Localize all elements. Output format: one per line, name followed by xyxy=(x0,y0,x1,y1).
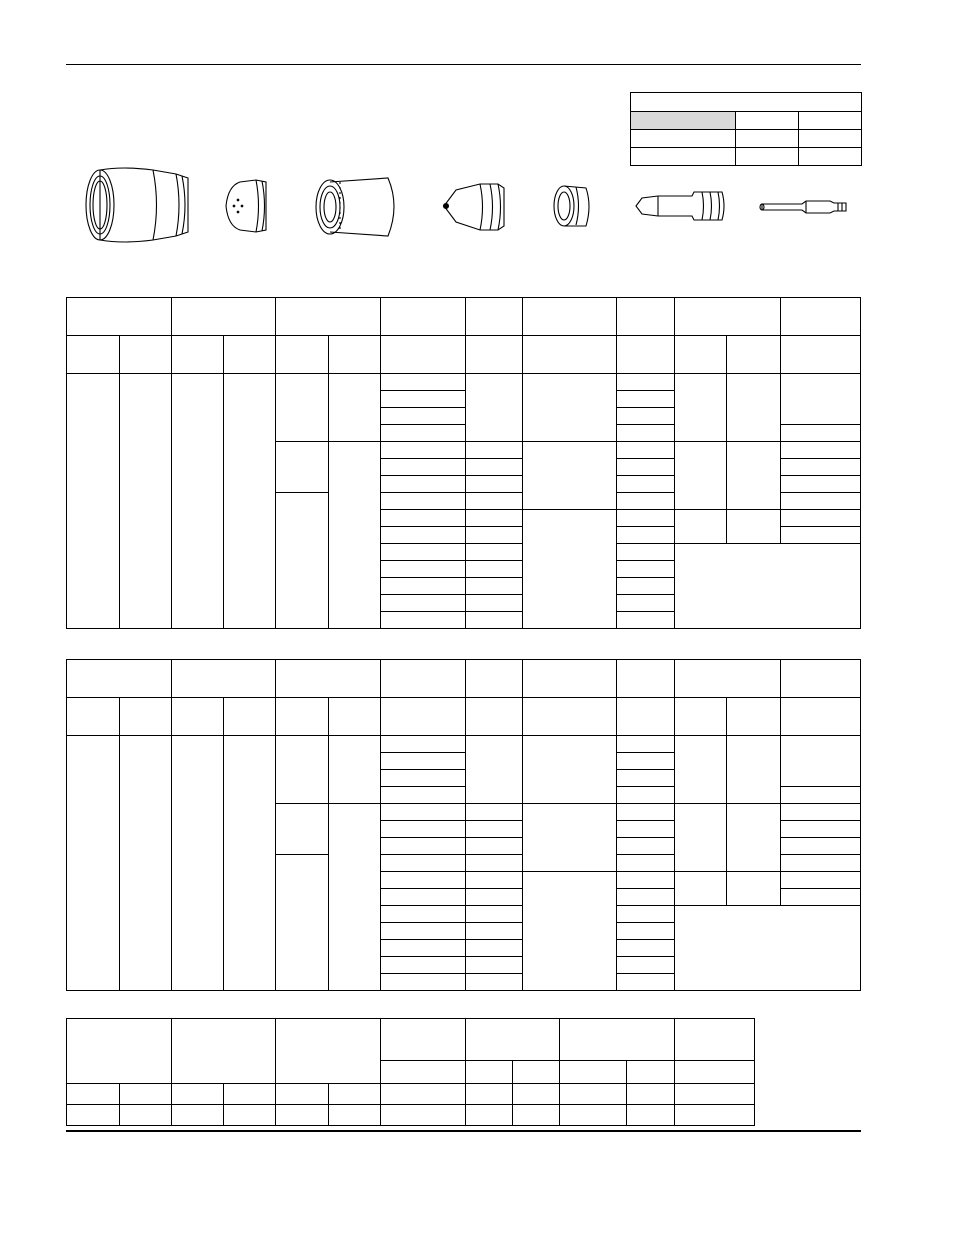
table-cell xyxy=(617,442,675,459)
table-cell xyxy=(781,493,861,510)
table-cell xyxy=(466,923,523,940)
table-cell xyxy=(466,493,523,510)
table-cell xyxy=(466,1084,513,1105)
table-cell xyxy=(617,612,675,629)
table-cell xyxy=(276,1105,329,1126)
table-header-row xyxy=(67,298,861,336)
table-cell xyxy=(727,510,781,544)
table-cell xyxy=(617,425,675,442)
subheader-cell xyxy=(781,698,861,736)
header-cell xyxy=(276,298,381,336)
legend-header-row xyxy=(631,93,862,112)
table-cell xyxy=(120,736,172,991)
table-cell xyxy=(381,1105,466,1126)
table-cell xyxy=(617,957,675,974)
subheader-cell xyxy=(224,698,276,736)
summary-row xyxy=(67,1105,755,1126)
shield-icon xyxy=(86,168,188,242)
table-cell xyxy=(381,974,466,991)
table-cell xyxy=(466,374,523,442)
table-cell xyxy=(675,1105,755,1126)
subheader-cell xyxy=(675,1061,755,1084)
table-cell xyxy=(675,906,861,991)
header-cell xyxy=(67,660,172,698)
table-row xyxy=(67,374,861,391)
header-cell xyxy=(781,660,861,698)
table-cell xyxy=(466,957,523,974)
summary-table xyxy=(66,1018,755,1126)
subheader-cell xyxy=(466,1061,513,1084)
table-cell xyxy=(617,595,675,612)
cut-chart-table-1 xyxy=(66,297,861,629)
table-cell xyxy=(276,374,329,442)
table-cell xyxy=(381,544,466,561)
table-cell xyxy=(381,527,466,544)
subheader-cell xyxy=(120,698,172,736)
table-cell xyxy=(466,872,523,889)
table-cell xyxy=(120,1084,172,1105)
table-cell xyxy=(381,957,466,974)
shield-nozzle-icon xyxy=(226,180,266,232)
water-tube-icon xyxy=(760,201,846,213)
table-cell xyxy=(781,374,861,425)
table-cell xyxy=(224,736,276,991)
table-cell xyxy=(67,736,120,991)
table-cell xyxy=(617,578,675,595)
table-cell xyxy=(523,804,617,872)
table-cell xyxy=(617,787,675,804)
table-cell xyxy=(224,1105,276,1126)
table-cell xyxy=(617,838,675,855)
subheader-cell xyxy=(381,1061,466,1084)
table-cell xyxy=(381,1084,466,1105)
table-cell xyxy=(466,544,523,561)
retaining-cap-icon xyxy=(316,178,394,236)
legend-cell xyxy=(736,130,799,148)
legend-table xyxy=(630,92,862,166)
header-cell xyxy=(560,1019,675,1061)
header-cell xyxy=(67,298,172,336)
table-cell xyxy=(120,1105,172,1126)
table-cell xyxy=(617,804,675,821)
table-cell xyxy=(781,855,861,872)
legend-cell xyxy=(631,93,862,112)
table-cell xyxy=(523,510,617,629)
table-row xyxy=(67,736,861,753)
table-cell xyxy=(466,940,523,957)
subheader-cell xyxy=(727,698,781,736)
table-cell xyxy=(781,889,861,906)
table-cell xyxy=(276,1084,329,1105)
header-cell xyxy=(276,1019,381,1084)
table-cell xyxy=(381,442,466,459)
table-cell xyxy=(617,408,675,425)
subheader-cell xyxy=(727,336,781,374)
header-rule xyxy=(66,64,861,65)
subheader-cell xyxy=(381,698,466,736)
table-cell xyxy=(329,804,381,991)
table-cell xyxy=(381,493,466,510)
table-cell xyxy=(781,459,861,476)
table-cell xyxy=(675,1084,755,1105)
subheader-cell xyxy=(675,336,727,374)
header-cell xyxy=(172,660,276,698)
table-cell xyxy=(381,753,466,770)
table-cell xyxy=(617,906,675,923)
table-cell xyxy=(727,804,781,872)
summary-row xyxy=(67,1084,755,1105)
table-cell xyxy=(329,736,381,804)
table-cell xyxy=(381,821,466,838)
table-cell xyxy=(381,408,466,425)
table-cell xyxy=(675,544,861,629)
table-cell xyxy=(617,459,675,476)
table-cell xyxy=(466,510,523,527)
table-cell xyxy=(627,1105,675,1126)
table-cell xyxy=(172,736,224,991)
table-cell xyxy=(466,595,523,612)
table-cell xyxy=(627,1084,675,1105)
header-cell xyxy=(381,660,466,698)
header-cell xyxy=(466,1019,560,1061)
subheader-cell xyxy=(120,336,172,374)
table-cell xyxy=(172,1105,224,1126)
table-cell xyxy=(675,804,727,872)
table-cell xyxy=(276,493,329,629)
header-cell xyxy=(276,660,381,698)
subheader-cell xyxy=(172,336,224,374)
table-cell xyxy=(381,923,466,940)
table-cell xyxy=(617,561,675,578)
subheader-cell xyxy=(329,336,381,374)
table-cell xyxy=(276,736,329,804)
table-cell xyxy=(617,493,675,510)
table-cell xyxy=(781,736,861,787)
table-cell xyxy=(617,510,675,527)
header-cell xyxy=(523,298,617,336)
table-cell xyxy=(523,736,617,804)
table-cell xyxy=(466,736,523,804)
table-cell xyxy=(466,974,523,991)
header-cell xyxy=(381,298,466,336)
table-cell xyxy=(781,838,861,855)
table-cell xyxy=(381,476,466,493)
table-cell xyxy=(727,374,781,442)
table-cell xyxy=(675,872,727,906)
legend-shaded-cell xyxy=(631,112,736,130)
table-subheader-row xyxy=(67,336,861,374)
table-header-row xyxy=(67,660,861,698)
table-cell xyxy=(617,527,675,544)
header-cell xyxy=(466,298,523,336)
nozzle-icon xyxy=(444,184,505,230)
header-cell xyxy=(781,298,861,336)
table-cell xyxy=(617,974,675,991)
header-cell xyxy=(67,1019,172,1084)
table-cell xyxy=(67,374,120,629)
table-cell xyxy=(381,804,466,821)
table-cell xyxy=(381,561,466,578)
table-cell xyxy=(560,1105,627,1126)
legend-cell xyxy=(736,112,799,130)
cut-chart-table-2 xyxy=(66,659,861,991)
table-cell xyxy=(675,736,727,804)
table-cell xyxy=(276,804,329,855)
table-cell xyxy=(381,578,466,595)
table-cell xyxy=(513,1084,560,1105)
table-cell xyxy=(617,476,675,493)
table-cell xyxy=(617,753,675,770)
subheader-cell xyxy=(781,336,861,374)
footer-rule xyxy=(66,1130,861,1132)
table-cell xyxy=(381,940,466,957)
swirl-ring-icon xyxy=(554,186,589,226)
subheader-cell xyxy=(276,698,329,736)
table-cell xyxy=(617,374,675,391)
table-cell xyxy=(675,442,727,510)
table-cell xyxy=(466,459,523,476)
table-cell xyxy=(727,872,781,906)
subheader-cell xyxy=(466,336,523,374)
table-cell xyxy=(381,391,466,408)
legend-row xyxy=(631,130,862,148)
table-cell xyxy=(617,940,675,957)
subheader-cell xyxy=(523,336,617,374)
table-cell xyxy=(381,459,466,476)
table-cell xyxy=(466,527,523,544)
table-cell xyxy=(466,855,523,872)
subheader-cell xyxy=(617,336,675,374)
table-cell xyxy=(466,1105,513,1126)
table-cell xyxy=(781,442,861,459)
header-cell xyxy=(675,660,781,698)
header-cell xyxy=(523,660,617,698)
subheader-cell xyxy=(627,1061,675,1084)
table-cell xyxy=(675,374,727,442)
table-cell xyxy=(329,374,381,442)
subheader-cell xyxy=(466,698,523,736)
header-cell xyxy=(466,660,523,698)
table-cell xyxy=(781,821,861,838)
table-cell xyxy=(381,872,466,889)
table-cell xyxy=(781,476,861,493)
subheader-cell xyxy=(329,698,381,736)
subheader-cell xyxy=(513,1061,560,1084)
table-cell xyxy=(224,1084,276,1105)
table-cell xyxy=(329,442,381,629)
table-cell xyxy=(329,1084,381,1105)
subheader-cell xyxy=(617,698,675,736)
table-cell xyxy=(781,510,861,527)
table-cell xyxy=(276,855,329,991)
table-cell xyxy=(617,889,675,906)
subheader-cell xyxy=(560,1061,627,1084)
table-cell xyxy=(67,1084,120,1105)
table-cell xyxy=(466,906,523,923)
electrode-icon xyxy=(636,192,724,220)
subheader-cell xyxy=(67,336,120,374)
header-cell xyxy=(172,298,276,336)
table-cell xyxy=(560,1084,627,1105)
table-cell xyxy=(617,736,675,753)
table-cell xyxy=(466,476,523,493)
table-cell xyxy=(381,838,466,855)
table-cell xyxy=(381,906,466,923)
table-cell xyxy=(172,374,224,629)
legend-cell xyxy=(631,130,736,148)
table-cell xyxy=(466,578,523,595)
table-cell xyxy=(466,561,523,578)
table-cell xyxy=(617,872,675,889)
table-cell xyxy=(781,787,861,804)
table-cell xyxy=(381,374,466,391)
consumable-parts-illustration xyxy=(78,160,868,255)
table-cell xyxy=(617,391,675,408)
subheader-cell xyxy=(224,336,276,374)
table-cell xyxy=(523,374,617,442)
table-cell xyxy=(523,442,617,510)
table-cell xyxy=(617,821,675,838)
header-cell xyxy=(381,1019,466,1061)
table-cell xyxy=(120,374,172,629)
table-cell xyxy=(381,425,466,442)
table-cell xyxy=(617,855,675,872)
table-cell xyxy=(276,442,329,493)
table-cell xyxy=(466,442,523,459)
table-cell xyxy=(727,736,781,804)
table-cell xyxy=(381,787,466,804)
table-cell xyxy=(466,612,523,629)
table-cell xyxy=(513,1105,560,1126)
subheader-cell xyxy=(67,698,120,736)
table-cell xyxy=(224,374,276,629)
table-cell xyxy=(781,425,861,442)
table-cell xyxy=(381,736,466,753)
header-cell xyxy=(617,298,675,336)
table-cell xyxy=(381,612,466,629)
table-cell xyxy=(617,770,675,787)
subheader-cell xyxy=(523,698,617,736)
table-cell xyxy=(381,855,466,872)
table-cell xyxy=(781,804,861,821)
subheader-cell xyxy=(381,336,466,374)
summary-header-row xyxy=(67,1019,755,1061)
table-cell xyxy=(466,889,523,906)
table-cell xyxy=(523,872,617,991)
table-cell xyxy=(329,1105,381,1126)
header-cell xyxy=(675,298,781,336)
table-cell xyxy=(617,544,675,561)
legend-row xyxy=(631,112,862,130)
subheader-cell xyxy=(675,698,727,736)
table-cell xyxy=(617,923,675,940)
legend-cell xyxy=(799,112,862,130)
header-cell xyxy=(172,1019,276,1084)
table-cell xyxy=(381,770,466,787)
table-cell xyxy=(727,442,781,510)
table-cell xyxy=(781,872,861,889)
table-cell xyxy=(781,527,861,544)
subheader-cell xyxy=(172,698,224,736)
table-cell xyxy=(67,1105,120,1126)
subheader-cell xyxy=(276,336,329,374)
table-cell xyxy=(381,510,466,527)
table-cell xyxy=(172,1084,224,1105)
legend-cell xyxy=(799,130,862,148)
header-cell xyxy=(675,1019,755,1061)
table-cell xyxy=(381,889,466,906)
table-cell xyxy=(466,838,523,855)
table-cell xyxy=(466,821,523,838)
table-cell xyxy=(466,804,523,821)
header-cell xyxy=(617,660,675,698)
table-subheader-row xyxy=(67,698,861,736)
table-cell xyxy=(675,510,727,544)
table-cell xyxy=(381,595,466,612)
